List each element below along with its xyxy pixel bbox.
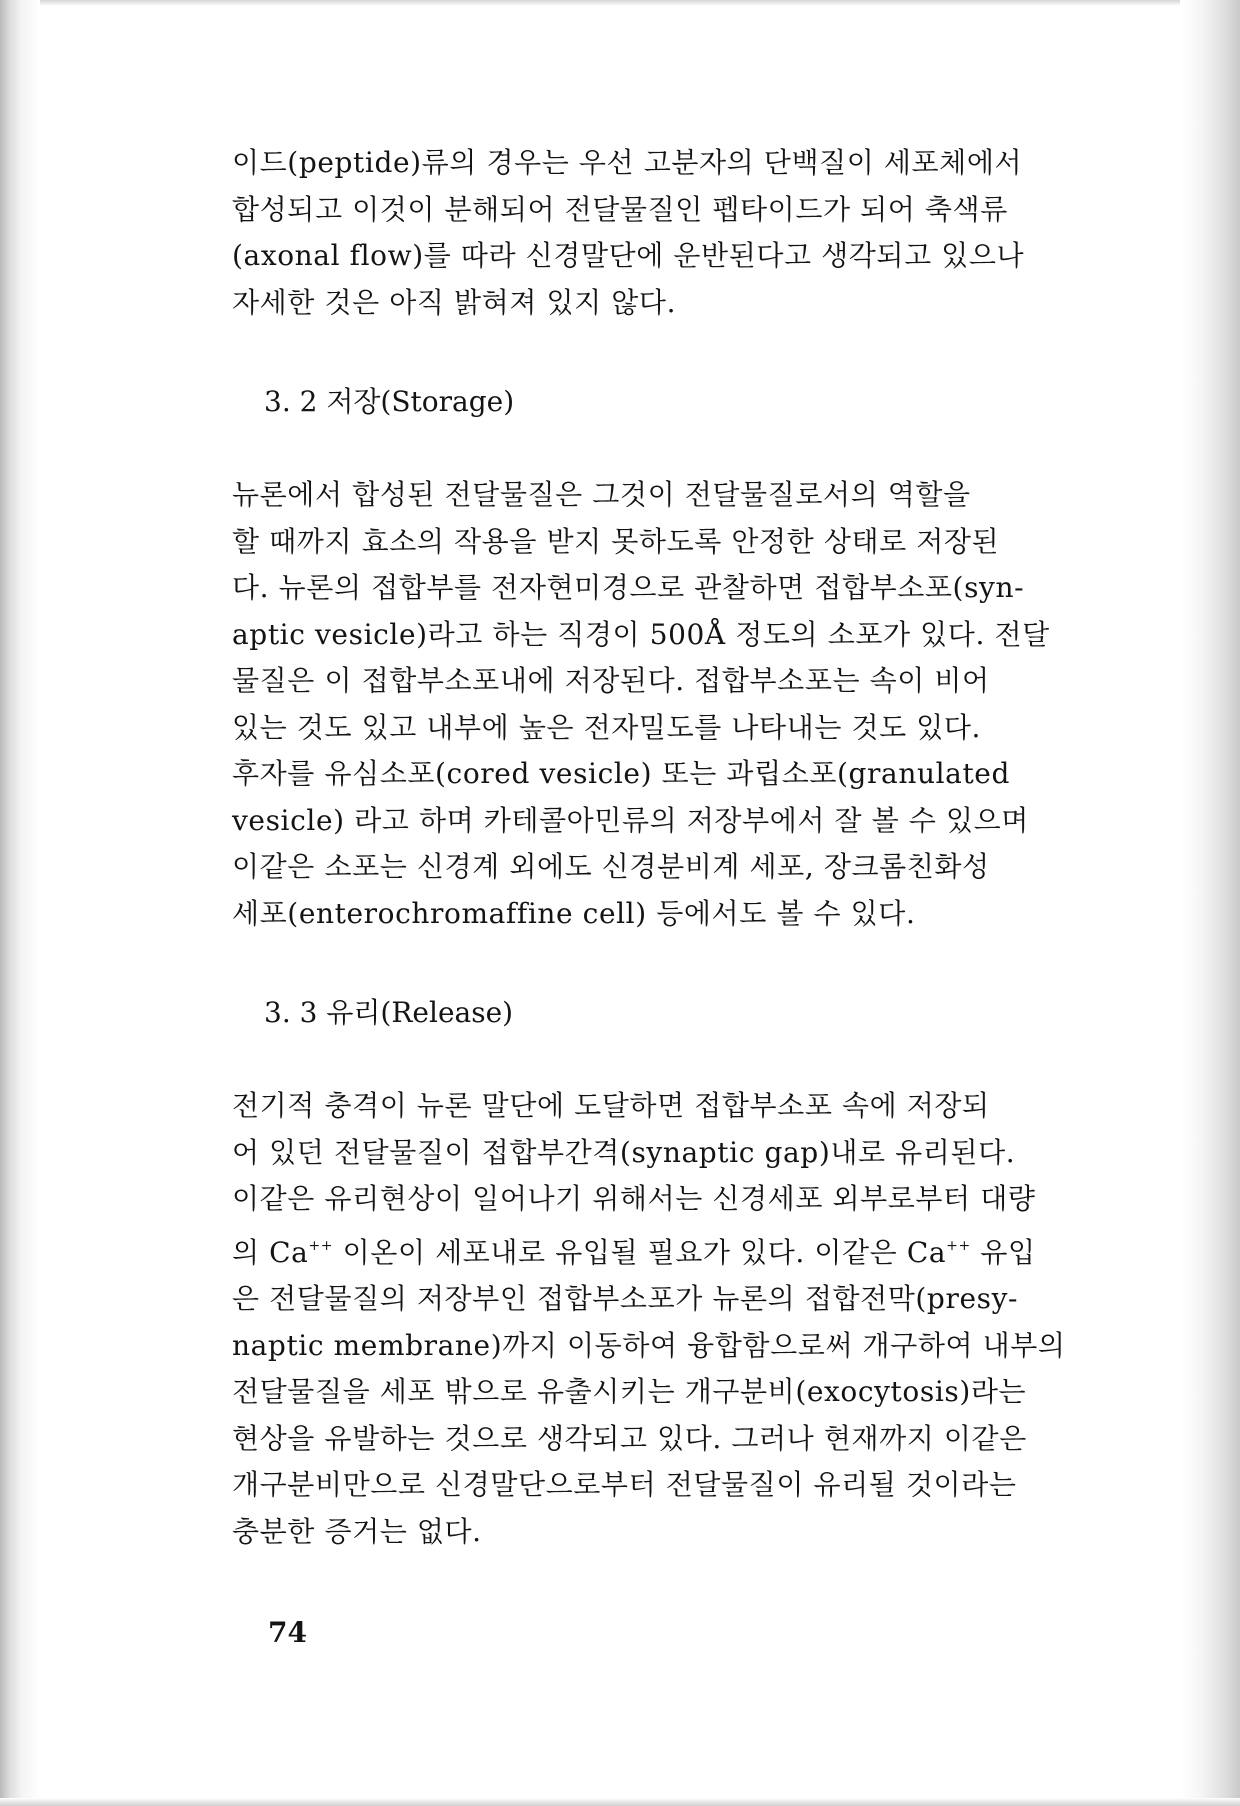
text-line: 이같은 소포는 신경계 외에도 신경분비계 세포, 장크롬친화성	[232, 850, 990, 883]
text-fragment: 의 Ca	[232, 1235, 309, 1269]
text-line: 현상을 유발하는 것으로 생각되고 있다. 그러나 현재까지 이같은	[232, 1421, 1027, 1455]
text-line: 은 전달물질의 저장부인 접합부소포가 뉴론의 접합전막(presy-	[232, 1282, 1019, 1315]
ion-charge-superscript: ++	[308, 1237, 334, 1254]
text-line: vesicle) 라고 하며 카테콜아민류의 저장부에서 잘 볼 수 있으며	[232, 803, 1029, 837]
text-line: 후자를 유심소포(cored vesicle) 또는 과립소포(granulated	[232, 757, 1010, 790]
text-line: 어 있던 전달물질이 접합부간격(synaptic gap)내로 유리된다.	[232, 1135, 1016, 1169]
text-line: naptic membrane)까지 이동하여 융합함으로써 개구하여 내부의	[232, 1328, 1066, 1362]
text-line: 물질은 이 접합부소포내에 저장된다. 접합부소포는 속이 비어	[232, 664, 990, 697]
text-line: 있는 것도 있고 내부에 높은 전자밀도를 나타내는 것도 있다.	[232, 710, 982, 744]
text-fragment: 유입	[980, 1235, 1036, 1269]
text-line: 세포(enterochromaffine cell) 등에서도 볼 수 있다.	[232, 896, 916, 930]
page-edge-bottom	[0, 1798, 1240, 1806]
text-line-with-ions	[232, 1223, 1097, 1277]
page-edge-shadow	[1180, 0, 1240, 1806]
intro-paragraph	[232, 140, 1097, 326]
section-heading-storage: 3. 2 저장(Storage)	[264, 385, 515, 418]
book-spine-shadow	[0, 0, 40, 1806]
text-line: 개구분비만으로 신경말단으로부터 전달물질이 유리될 것이라는	[232, 1468, 1017, 1501]
text-line: aptic vesicle)라고 하는 직경이 500Å 정도의 소포가 있다. 전달	[232, 617, 1050, 651]
page-number: 74	[268, 1616, 307, 1649]
release-paragraph	[232, 1083, 1097, 1555]
section-heading-release: 3. 3 유리(Release)	[264, 996, 514, 1029]
text-line: 할 때까지 효소의 작용을 받지 못하도록 안정한 상태로 저장된	[232, 524, 1000, 558]
text-line: 전기적 충격이 뉴론 말단에 도달하면 접합부소포 속에 저장되	[232, 1089, 990, 1122]
text-fragment: 이온이 세포내로 유입될 필요가 있다. 이같은 Ca	[342, 1235, 947, 1269]
text-line: 전달물질을 세포 밖으로 유출시키는 개구분비(exocytosis)라는	[232, 1375, 1027, 1408]
text-line: 뉴론에서 합성된 전달물질은 그것이 전달물질로서의 역할을	[232, 478, 971, 511]
text-line: 이드(peptide)류의 경우는 우선 고분자의 단백질이 세포체에서	[232, 146, 1023, 179]
storage-paragraph	[232, 472, 1097, 937]
page-edge-top	[0, 0, 1240, 6]
text-line: 합성되고 이것이 분해되어 전달물질인 펩타이드가 되어 축색류	[232, 192, 1008, 226]
text-line: 이같은 유리현상이 일어나기 위해서는 신경세포 외부로부터 대량	[232, 1182, 1036, 1215]
text-line: (axonal flow)를 따라 신경말단에 운반된다고 생각되고 있으나	[232, 239, 1025, 272]
text-line: 자세한 것은 아직 밝혀져 있지 않다.	[232, 285, 677, 319]
ion-charge-superscript: ++	[946, 1237, 971, 1254]
page-content	[232, 140, 1097, 1555]
text-line: 다. 뉴론의 접합부를 전자현미경으로 관찰하면 접합부소포(syn-	[232, 571, 1025, 604]
text-line: 충분한 증거는 없다.	[232, 1514, 482, 1548]
